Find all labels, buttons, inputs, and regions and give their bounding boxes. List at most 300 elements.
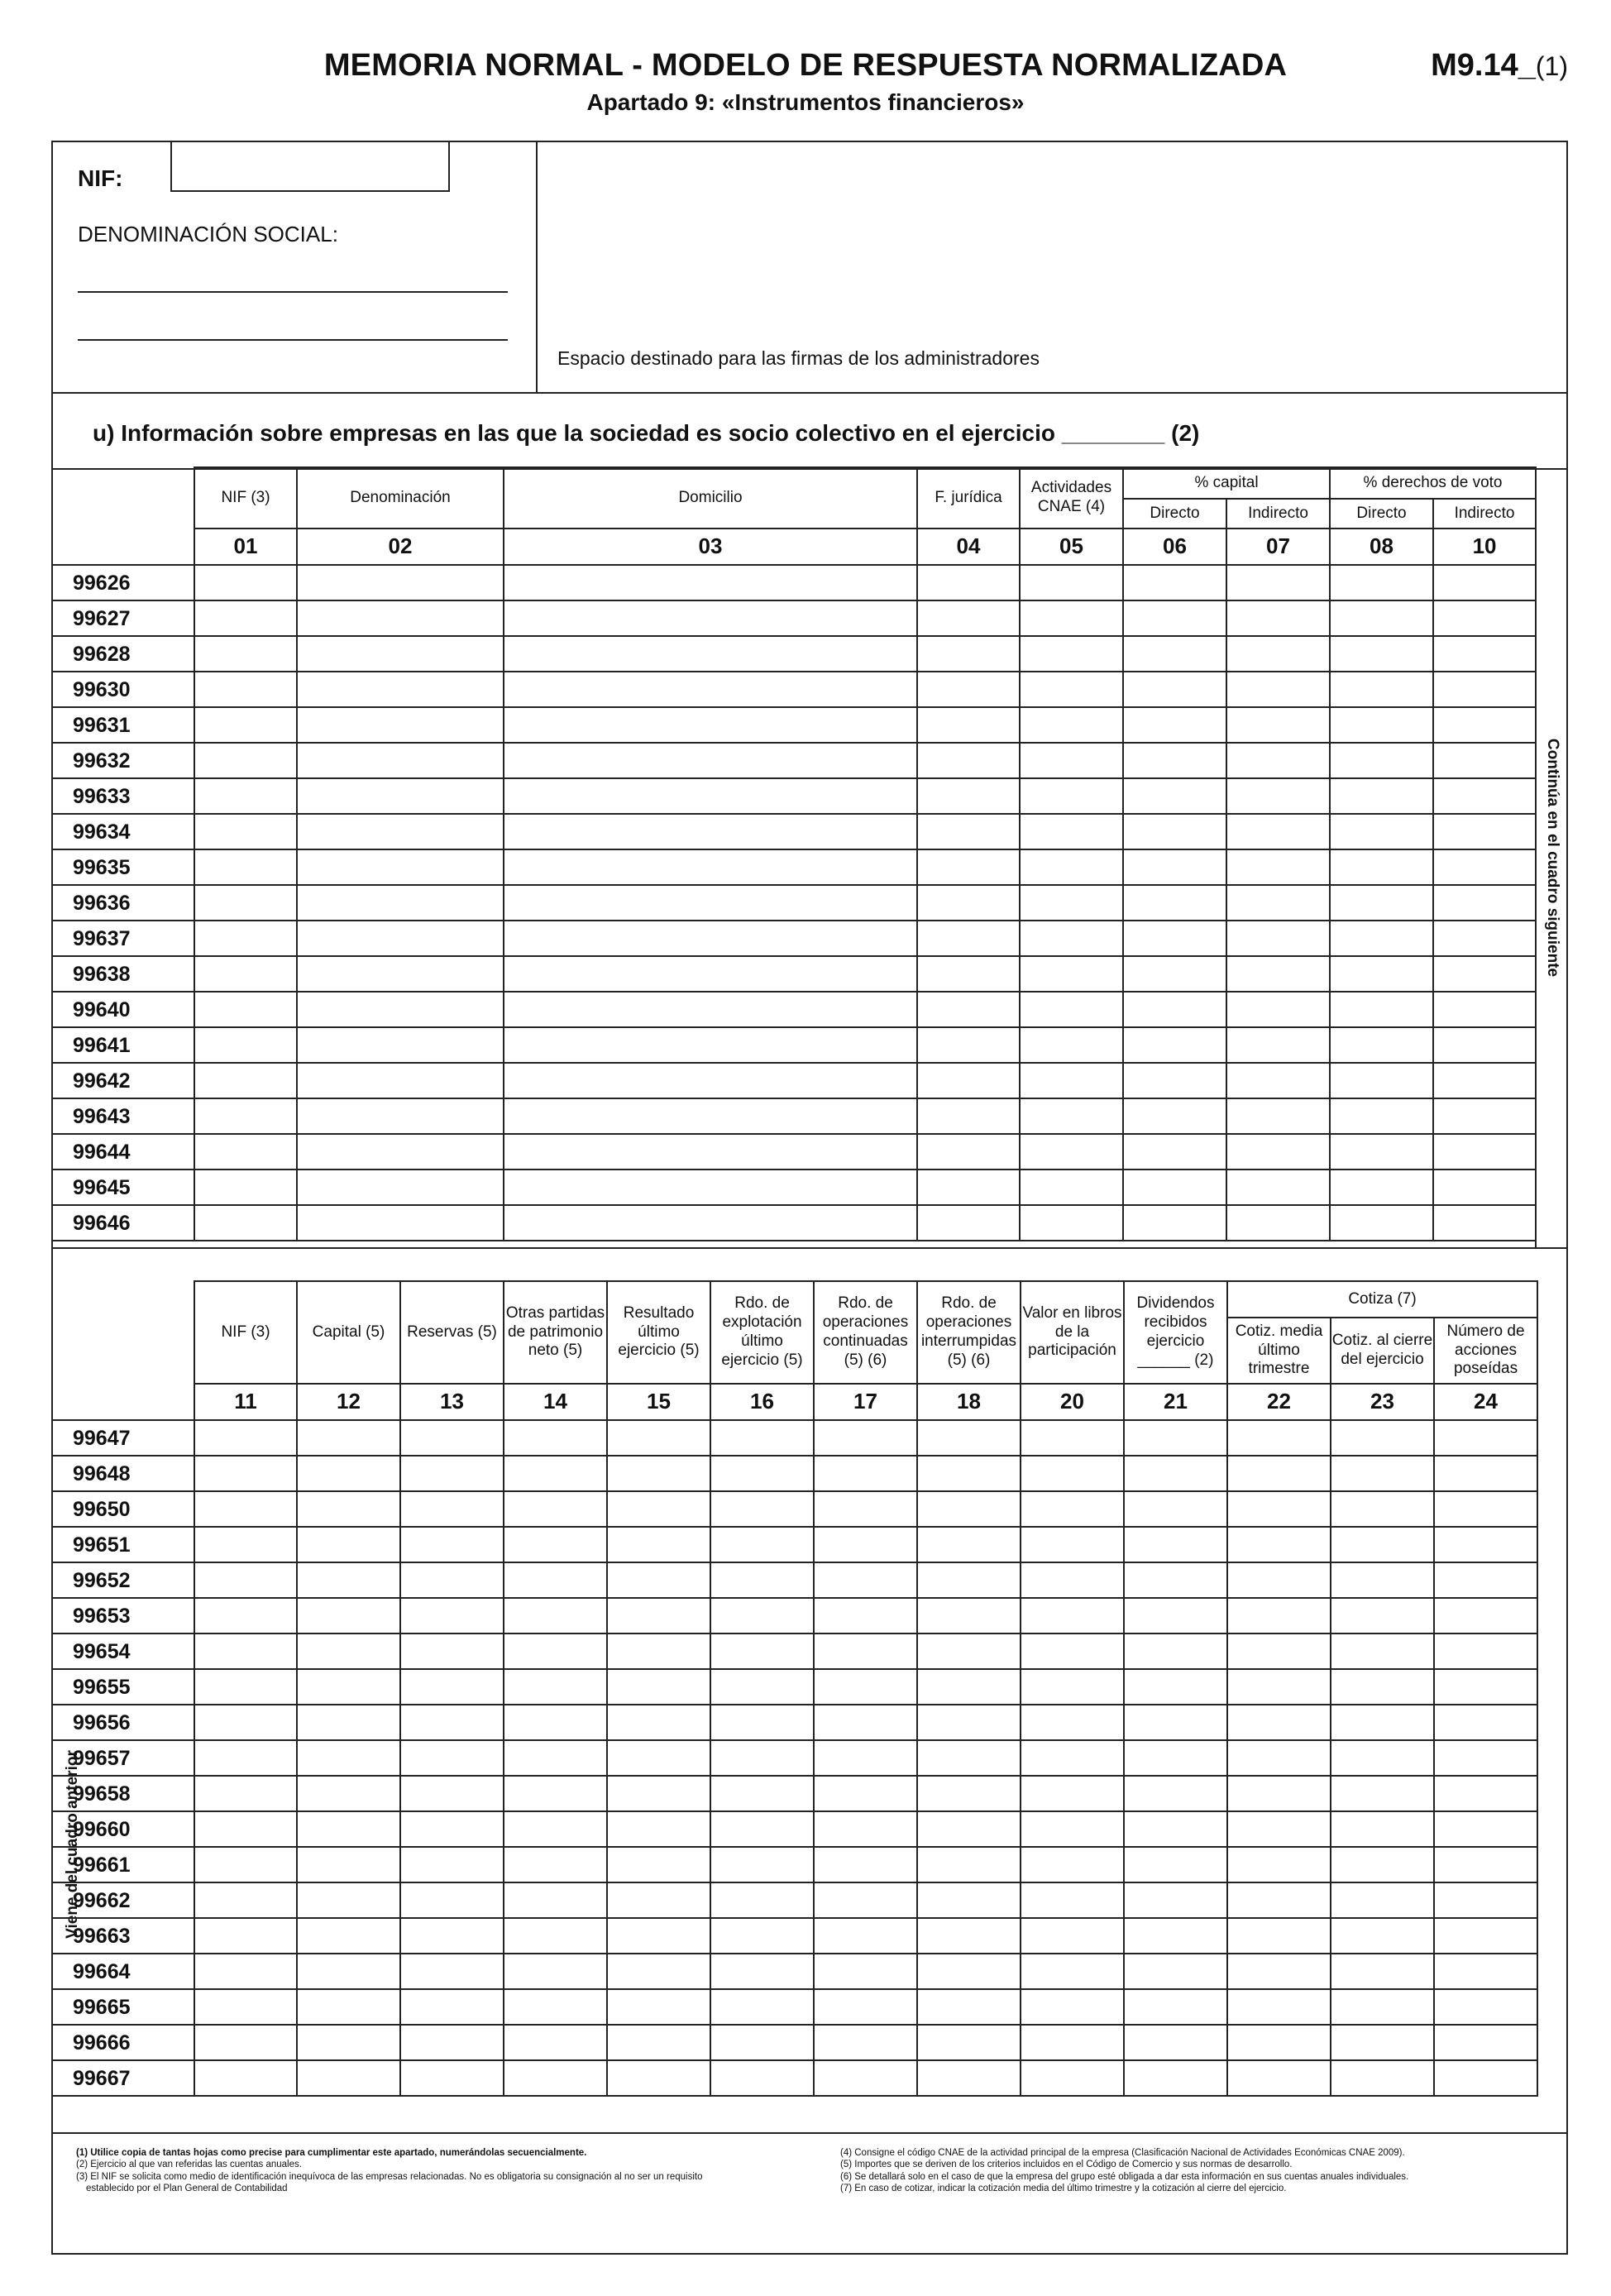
- input-cell[interactable]: [1331, 1420, 1434, 1456]
- input-cell[interactable]: [1020, 672, 1123, 707]
- input-cell[interactable]: [814, 1740, 917, 1776]
- input-cell[interactable]: [917, 1527, 1021, 1562]
- input-cell[interactable]: [400, 1669, 504, 1705]
- input-cell[interactable]: [1124, 1740, 1227, 1776]
- input-cell[interactable]: [1227, 2025, 1331, 2060]
- input-cell[interactable]: [1331, 1456, 1434, 1491]
- input-cell[interactable]: [194, 2060, 297, 2096]
- input-cell[interactable]: [1124, 1811, 1227, 1847]
- input-cell[interactable]: [400, 1918, 504, 1954]
- input-cell[interactable]: [297, 2025, 400, 2060]
- input-cell[interactable]: [504, 1705, 607, 1740]
- input-cell[interactable]: [1021, 1918, 1124, 1954]
- input-cell[interactable]: [504, 992, 917, 1027]
- input-cell[interactable]: [917, 1598, 1021, 1634]
- input-cell[interactable]: [1021, 1705, 1124, 1740]
- input-cell[interactable]: [1433, 814, 1536, 849]
- input-cell[interactable]: [1124, 1847, 1227, 1882]
- input-cell[interactable]: [1123, 743, 1226, 778]
- input-cell[interactable]: [607, 1847, 710, 1882]
- input-cell[interactable]: [297, 992, 504, 1027]
- input-cell[interactable]: [1330, 1027, 1433, 1063]
- input-cell[interactable]: [1123, 636, 1226, 672]
- input-cell[interactable]: [814, 1918, 917, 1954]
- input-cell[interactable]: [1227, 1882, 1331, 1918]
- input-cell[interactable]: [1021, 1598, 1124, 1634]
- input-cell[interactable]: [194, 885, 297, 921]
- input-cell[interactable]: [1433, 707, 1536, 743]
- input-cell[interactable]: [607, 2060, 710, 2096]
- input-cell[interactable]: [1434, 1882, 1537, 1918]
- input-cell[interactable]: [400, 1527, 504, 1562]
- input-cell[interactable]: [607, 2025, 710, 2060]
- input-cell[interactable]: [814, 2060, 917, 2096]
- input-cell[interactable]: [1124, 1776, 1227, 1811]
- input-cell[interactable]: [1123, 1134, 1226, 1170]
- input-cell[interactable]: [710, 1882, 814, 1918]
- input-cell[interactable]: [297, 1420, 400, 1456]
- input-cell[interactable]: [1021, 1882, 1124, 1918]
- input-cell[interactable]: [194, 849, 297, 885]
- input-cell[interactable]: [297, 1776, 400, 1811]
- input-cell[interactable]: [1330, 956, 1433, 992]
- input-cell[interactable]: [917, 1027, 1020, 1063]
- input-cell[interactable]: [917, 1776, 1021, 1811]
- input-cell[interactable]: [1434, 2060, 1537, 2096]
- input-cell[interactable]: [1123, 956, 1226, 992]
- input-cell[interactable]: [400, 1954, 504, 1989]
- input-cell[interactable]: [917, 1989, 1021, 2025]
- input-cell[interactable]: [1433, 1027, 1536, 1063]
- input-cell[interactable]: [297, 636, 504, 672]
- input-cell[interactable]: [1226, 1134, 1330, 1170]
- input-cell[interactable]: [1433, 849, 1536, 885]
- input-cell[interactable]: [297, 1527, 400, 1562]
- input-cell[interactable]: [400, 1420, 504, 1456]
- input-cell[interactable]: [1021, 1456, 1124, 1491]
- input-cell[interactable]: [297, 1562, 400, 1598]
- input-cell[interactable]: [1020, 743, 1123, 778]
- input-cell[interactable]: [400, 2060, 504, 2096]
- input-cell[interactable]: [297, 1811, 400, 1847]
- input-cell[interactable]: [1227, 1669, 1331, 1705]
- input-cell[interactable]: [607, 1918, 710, 1954]
- input-cell[interactable]: [504, 885, 917, 921]
- input-cell[interactable]: [607, 1811, 710, 1847]
- input-cell[interactable]: [917, 1098, 1020, 1134]
- input-cell[interactable]: [1123, 707, 1226, 743]
- input-cell[interactable]: [297, 1170, 504, 1205]
- input-cell[interactable]: [1020, 814, 1123, 849]
- input-cell[interactable]: [504, 1063, 917, 1098]
- input-cell[interactable]: [504, 1989, 607, 2025]
- input-cell[interactable]: [194, 1170, 297, 1205]
- input-cell[interactable]: [710, 2060, 814, 2096]
- input-cell[interactable]: [1331, 1989, 1434, 2025]
- input-cell[interactable]: [1227, 1598, 1331, 1634]
- input-cell[interactable]: [917, 1669, 1021, 1705]
- input-cell[interactable]: [1434, 1420, 1537, 1456]
- input-cell[interactable]: [1020, 636, 1123, 672]
- input-cell[interactable]: [1226, 636, 1330, 672]
- input-cell[interactable]: [297, 1669, 400, 1705]
- input-cell[interactable]: [504, 1170, 917, 1205]
- input-cell[interactable]: [917, 814, 1020, 849]
- input-cell[interactable]: [1434, 1491, 1537, 1527]
- input-cell[interactable]: [1331, 1847, 1434, 1882]
- input-cell[interactable]: [194, 707, 297, 743]
- input-cell[interactable]: [504, 600, 917, 636]
- input-cell[interactable]: [1331, 2025, 1434, 2060]
- input-cell[interactable]: [1123, 1170, 1226, 1205]
- input-cell[interactable]: [1021, 1634, 1124, 1669]
- input-cell[interactable]: [504, 956, 917, 992]
- input-cell[interactable]: [710, 1420, 814, 1456]
- input-cell[interactable]: [194, 921, 297, 956]
- input-cell[interactable]: [1226, 814, 1330, 849]
- input-cell[interactable]: [194, 1811, 297, 1847]
- input-cell[interactable]: [297, 778, 504, 814]
- input-cell[interactable]: [504, 1634, 607, 1669]
- input-cell[interactable]: [504, 636, 917, 672]
- input-cell[interactable]: [1433, 992, 1536, 1027]
- input-cell[interactable]: [1123, 1027, 1226, 1063]
- input-cell[interactable]: [504, 1811, 607, 1847]
- input-cell[interactable]: [1123, 600, 1226, 636]
- input-cell[interactable]: [814, 1527, 917, 1562]
- input-cell[interactable]: [814, 1776, 917, 1811]
- input-cell[interactable]: [1226, 672, 1330, 707]
- input-cell[interactable]: [194, 956, 297, 992]
- input-cell[interactable]: [1331, 1598, 1434, 1634]
- input-cell[interactable]: [814, 1989, 917, 2025]
- input-cell[interactable]: [1021, 2025, 1124, 2060]
- input-cell[interactable]: [1227, 1811, 1331, 1847]
- input-cell[interactable]: [297, 1456, 400, 1491]
- input-cell[interactable]: [1331, 1954, 1434, 1989]
- input-cell[interactable]: [1226, 1063, 1330, 1098]
- input-cell[interactable]: [607, 1954, 710, 1989]
- input-cell[interactable]: [504, 743, 917, 778]
- input-cell[interactable]: [1330, 672, 1433, 707]
- input-cell[interactable]: [297, 849, 504, 885]
- input-cell[interactable]: [814, 1420, 917, 1456]
- input-cell[interactable]: [917, 992, 1020, 1027]
- input-cell[interactable]: [1123, 885, 1226, 921]
- input-cell[interactable]: [504, 707, 917, 743]
- input-cell[interactable]: [1433, 1205, 1536, 1241]
- input-cell[interactable]: [1123, 992, 1226, 1027]
- input-cell[interactable]: [1124, 2060, 1227, 2096]
- input-cell[interactable]: [917, 1740, 1021, 1776]
- input-cell[interactable]: [1021, 1740, 1124, 1776]
- input-cell[interactable]: [1433, 1063, 1536, 1098]
- input-cell[interactable]: [710, 1954, 814, 1989]
- input-cell[interactable]: [814, 1811, 917, 1847]
- input-cell[interactable]: [194, 1491, 297, 1527]
- input-cell[interactable]: [1123, 1205, 1226, 1241]
- input-cell[interactable]: [1434, 1598, 1537, 1634]
- input-cell[interactable]: [917, 1847, 1021, 1882]
- input-cell[interactable]: [1330, 778, 1433, 814]
- input-cell[interactable]: [1330, 1205, 1433, 1241]
- input-cell[interactable]: [710, 1598, 814, 1634]
- input-cell[interactable]: [194, 992, 297, 1027]
- input-cell[interactable]: [1434, 1918, 1537, 1954]
- input-cell[interactable]: [1331, 2060, 1434, 2096]
- input-cell[interactable]: [194, 1989, 297, 2025]
- input-cell[interactable]: [1021, 1811, 1124, 1847]
- input-cell[interactable]: [297, 1027, 504, 1063]
- input-cell[interactable]: [814, 1634, 917, 1669]
- input-cell[interactable]: [1434, 1456, 1537, 1491]
- input-cell[interactable]: [710, 1527, 814, 1562]
- input-cell[interactable]: [1226, 1027, 1330, 1063]
- input-cell[interactable]: [297, 1882, 400, 1918]
- input-cell[interactable]: [297, 600, 504, 636]
- input-cell[interactable]: [710, 1776, 814, 1811]
- input-cell[interactable]: [504, 1205, 917, 1241]
- input-cell[interactable]: [194, 2025, 297, 2060]
- input-cell[interactable]: [1124, 1954, 1227, 1989]
- input-cell[interactable]: [607, 1882, 710, 1918]
- input-cell[interactable]: [1124, 1598, 1227, 1634]
- input-cell[interactable]: [1226, 885, 1330, 921]
- input-cell[interactable]: [710, 1562, 814, 1598]
- input-cell[interactable]: [1433, 743, 1536, 778]
- input-cell[interactable]: [1433, 1134, 1536, 1170]
- input-cell[interactable]: [400, 1989, 504, 2025]
- input-cell[interactable]: [1434, 1811, 1537, 1847]
- input-cell[interactable]: [504, 565, 917, 600]
- input-cell[interactable]: [1124, 1705, 1227, 1740]
- input-cell[interactable]: [400, 1456, 504, 1491]
- input-cell[interactable]: [917, 1918, 1021, 1954]
- input-cell[interactable]: [1434, 1634, 1537, 1669]
- input-cell[interactable]: [917, 1562, 1021, 1598]
- input-cell[interactable]: [917, 849, 1020, 885]
- input-cell[interactable]: [1226, 849, 1330, 885]
- input-cell[interactable]: [917, 1134, 1020, 1170]
- input-cell[interactable]: [710, 1491, 814, 1527]
- input-cell[interactable]: [1433, 636, 1536, 672]
- input-cell[interactable]: [194, 565, 297, 600]
- input-cell[interactable]: [1020, 849, 1123, 885]
- input-cell[interactable]: [710, 1918, 814, 1954]
- input-cell[interactable]: [917, 565, 1020, 600]
- input-cell[interactable]: [194, 1027, 297, 1063]
- input-cell[interactable]: [1433, 600, 1536, 636]
- input-cell[interactable]: [1331, 1776, 1434, 1811]
- input-cell[interactable]: [917, 1705, 1021, 1740]
- input-cell[interactable]: [400, 1562, 504, 1598]
- input-cell[interactable]: [504, 1740, 607, 1776]
- input-cell[interactable]: [1330, 921, 1433, 956]
- input-cell[interactable]: [194, 1954, 297, 1989]
- input-cell[interactable]: [1226, 921, 1330, 956]
- input-cell[interactable]: [194, 636, 297, 672]
- input-cell[interactable]: [194, 1598, 297, 1634]
- input-cell[interactable]: [1433, 885, 1536, 921]
- input-cell[interactable]: [1433, 672, 1536, 707]
- input-cell[interactable]: [1227, 1456, 1331, 1491]
- input-cell[interactable]: [297, 1134, 504, 1170]
- input-cell[interactable]: [194, 1098, 297, 1134]
- input-cell[interactable]: [504, 1562, 607, 1598]
- input-cell[interactable]: [297, 2060, 400, 2096]
- input-cell[interactable]: [1227, 1776, 1331, 1811]
- input-cell[interactable]: [1433, 956, 1536, 992]
- input-cell[interactable]: [917, 778, 1020, 814]
- input-cell[interactable]: [194, 1705, 297, 1740]
- input-cell[interactable]: [1434, 1989, 1537, 2025]
- input-cell[interactable]: [1124, 1918, 1227, 1954]
- input-cell[interactable]: [814, 1954, 917, 1989]
- input-cell[interactable]: [607, 1527, 710, 1562]
- input-cell[interactable]: [1226, 1098, 1330, 1134]
- input-cell[interactable]: [400, 1491, 504, 1527]
- input-cell[interactable]: [607, 1740, 710, 1776]
- input-cell[interactable]: [917, 1456, 1021, 1491]
- input-cell[interactable]: [504, 814, 917, 849]
- input-cell[interactable]: [1020, 1098, 1123, 1134]
- input-cell[interactable]: [504, 1098, 917, 1134]
- input-cell[interactable]: [710, 1634, 814, 1669]
- input-cell[interactable]: [1226, 992, 1330, 1027]
- input-cell[interactable]: [1123, 814, 1226, 849]
- input-cell[interactable]: [194, 1634, 297, 1669]
- input-cell[interactable]: [917, 1882, 1021, 1918]
- input-cell[interactable]: [1331, 1811, 1434, 1847]
- input-cell[interactable]: [400, 1598, 504, 1634]
- input-cell[interactable]: [194, 1918, 297, 1954]
- input-cell[interactable]: [814, 1847, 917, 1882]
- input-cell[interactable]: [504, 672, 917, 707]
- input-cell[interactable]: [1433, 1098, 1536, 1134]
- input-cell[interactable]: [1020, 1170, 1123, 1205]
- input-cell[interactable]: [607, 1989, 710, 2025]
- input-cell[interactable]: [1330, 1063, 1433, 1098]
- input-cell[interactable]: [297, 956, 504, 992]
- input-cell[interactable]: [1227, 1954, 1331, 1989]
- input-cell[interactable]: [504, 1134, 917, 1170]
- input-cell[interactable]: [814, 1456, 917, 1491]
- input-cell[interactable]: [194, 1776, 297, 1811]
- input-cell[interactable]: [1434, 1954, 1537, 1989]
- input-cell[interactable]: [814, 1669, 917, 1705]
- input-cell[interactable]: [917, 743, 1020, 778]
- input-cell[interactable]: [194, 1882, 297, 1918]
- input-cell[interactable]: [400, 1776, 504, 1811]
- input-cell[interactable]: [194, 778, 297, 814]
- input-cell[interactable]: [917, 956, 1020, 992]
- input-cell[interactable]: [400, 1705, 504, 1740]
- input-cell[interactable]: [917, 885, 1020, 921]
- input-cell[interactable]: [1330, 1098, 1433, 1134]
- input-cell[interactable]: [1123, 849, 1226, 885]
- input-cell[interactable]: [1227, 1918, 1331, 1954]
- input-cell[interactable]: [1227, 1420, 1331, 1456]
- input-cell[interactable]: [194, 743, 297, 778]
- input-cell[interactable]: [814, 1598, 917, 1634]
- input-cell[interactable]: [1021, 1420, 1124, 1456]
- input-cell[interactable]: [1226, 707, 1330, 743]
- input-cell[interactable]: [1021, 1776, 1124, 1811]
- input-cell[interactable]: [297, 1634, 400, 1669]
- input-cell[interactable]: [1124, 1634, 1227, 1669]
- input-cell[interactable]: [297, 1989, 400, 2025]
- input-cell[interactable]: [917, 707, 1020, 743]
- input-cell[interactable]: [1123, 672, 1226, 707]
- input-cell[interactable]: [1331, 1527, 1434, 1562]
- input-cell[interactable]: [297, 1954, 400, 1989]
- input-cell[interactable]: [1021, 1491, 1124, 1527]
- input-cell[interactable]: [1123, 565, 1226, 600]
- input-cell[interactable]: [710, 2025, 814, 2060]
- input-cell[interactable]: [814, 1705, 917, 1740]
- input-cell[interactable]: [297, 1740, 400, 1776]
- input-cell[interactable]: [297, 1705, 400, 1740]
- input-cell[interactable]: [1124, 1456, 1227, 1491]
- input-cell[interactable]: [607, 1634, 710, 1669]
- input-cell[interactable]: [1226, 743, 1330, 778]
- input-cell[interactable]: [1124, 1882, 1227, 1918]
- input-cell[interactable]: [297, 707, 504, 743]
- input-cell[interactable]: [1124, 1527, 1227, 1562]
- input-cell[interactable]: [400, 1882, 504, 1918]
- input-cell[interactable]: [504, 1918, 607, 1954]
- input-cell[interactable]: [1226, 1170, 1330, 1205]
- input-cell[interactable]: [1331, 1669, 1434, 1705]
- input-cell[interactable]: [1331, 1882, 1434, 1918]
- input-cell[interactable]: [1227, 1491, 1331, 1527]
- input-cell[interactable]: [194, 1205, 297, 1241]
- input-cell[interactable]: [917, 636, 1020, 672]
- input-cell[interactable]: [710, 1847, 814, 1882]
- input-cell[interactable]: [504, 1598, 607, 1634]
- input-cell[interactable]: [1434, 1776, 1537, 1811]
- input-cell[interactable]: [607, 1669, 710, 1705]
- input-cell[interactable]: [194, 1456, 297, 1491]
- input-cell[interactable]: [1330, 1170, 1433, 1205]
- input-cell[interactable]: [607, 1420, 710, 1456]
- input-cell[interactable]: [194, 1740, 297, 1776]
- input-cell[interactable]: [1124, 2025, 1227, 2060]
- input-cell[interactable]: [1434, 2025, 1537, 2060]
- input-cell[interactable]: [194, 1847, 297, 1882]
- nif-input-box[interactable]: [170, 142, 450, 192]
- input-cell[interactable]: [297, 885, 504, 921]
- input-cell[interactable]: [814, 1882, 917, 1918]
- input-cell[interactable]: [1227, 1527, 1331, 1562]
- input-cell[interactable]: [1021, 1527, 1124, 1562]
- input-cell[interactable]: [400, 2025, 504, 2060]
- input-cell[interactable]: [1226, 778, 1330, 814]
- input-cell[interactable]: [1021, 1669, 1124, 1705]
- input-cell[interactable]: [1021, 1954, 1124, 1989]
- input-cell[interactable]: [1124, 1420, 1227, 1456]
- input-cell[interactable]: [710, 1811, 814, 1847]
- input-cell[interactable]: [1226, 956, 1330, 992]
- input-cell[interactable]: [917, 1063, 1020, 1098]
- input-cell[interactable]: [1020, 921, 1123, 956]
- input-cell[interactable]: [1434, 1847, 1537, 1882]
- input-cell[interactable]: [1226, 565, 1330, 600]
- input-cell[interactable]: [917, 1491, 1021, 1527]
- input-cell[interactable]: [1330, 992, 1433, 1027]
- input-cell[interactable]: [297, 1205, 504, 1241]
- input-cell[interactable]: [607, 1491, 710, 1527]
